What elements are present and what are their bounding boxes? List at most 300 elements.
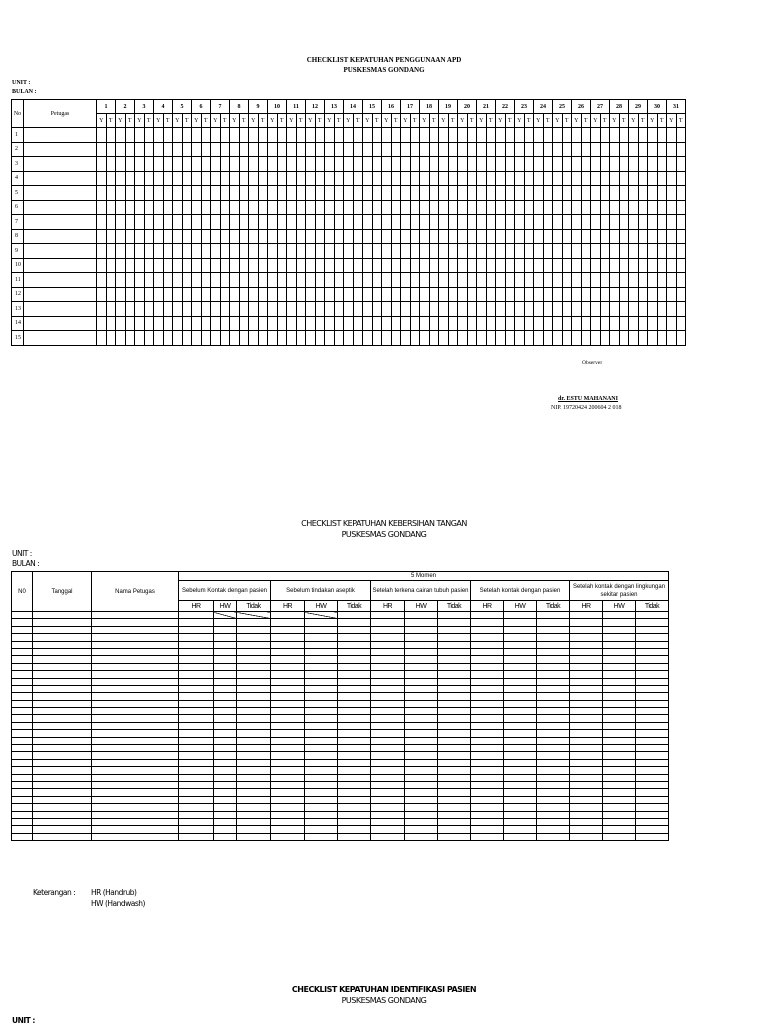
check-cell[interactable] xyxy=(344,244,354,259)
check-cell[interactable] xyxy=(467,273,477,288)
entry-cell[interactable] xyxy=(537,626,570,633)
entry-cell[interactable] xyxy=(271,663,305,670)
entry-cell[interactable] xyxy=(471,715,504,722)
check-cell[interactable] xyxy=(496,287,506,302)
check-cell[interactable] xyxy=(163,244,173,259)
check-cell[interactable] xyxy=(182,331,192,346)
check-cell[interactable] xyxy=(353,229,363,244)
check-cell[interactable] xyxy=(534,157,544,172)
check-cell[interactable] xyxy=(192,186,202,201)
check-cell[interactable] xyxy=(353,316,363,331)
check-cell[interactable] xyxy=(334,128,344,143)
check-cell[interactable] xyxy=(572,215,582,230)
check-cell[interactable] xyxy=(591,200,601,215)
check-cell[interactable] xyxy=(239,258,249,273)
check-cell[interactable] xyxy=(163,186,173,201)
entry-cell[interactable] xyxy=(92,774,179,781)
check-cell[interactable] xyxy=(372,302,382,317)
check-cell[interactable] xyxy=(239,171,249,186)
check-cell[interactable] xyxy=(201,258,211,273)
entry-cell[interactable] xyxy=(537,737,570,744)
entry-cell[interactable] xyxy=(371,737,405,744)
check-cell[interactable] xyxy=(581,244,591,259)
entry-cell[interactable] xyxy=(214,678,237,685)
check-cell[interactable] xyxy=(315,186,325,201)
check-cell[interactable] xyxy=(534,215,544,230)
check-cell[interactable] xyxy=(562,229,572,244)
entry-cell[interactable] xyxy=(214,730,237,737)
check-cell[interactable] xyxy=(315,215,325,230)
check-cell[interactable] xyxy=(287,316,297,331)
entry-cell[interactable] xyxy=(438,700,471,707)
check-cell[interactable] xyxy=(268,142,278,157)
check-cell[interactable] xyxy=(458,142,468,157)
check-cell[interactable] xyxy=(97,171,107,186)
check-cell[interactable] xyxy=(543,200,553,215)
check-cell[interactable] xyxy=(353,128,363,143)
entry-cell[interactable] xyxy=(603,759,636,766)
entry-cell[interactable] xyxy=(603,715,636,722)
entry-cell[interactable] xyxy=(636,708,669,715)
check-cell[interactable] xyxy=(334,287,344,302)
entry-cell[interactable] xyxy=(405,663,438,670)
petugas-cell[interactable] xyxy=(24,142,97,157)
check-cell[interactable] xyxy=(268,287,278,302)
entry-cell[interactable] xyxy=(12,700,33,707)
check-cell[interactable] xyxy=(325,302,335,317)
check-cell[interactable] xyxy=(458,331,468,346)
check-cell[interactable] xyxy=(439,229,449,244)
entry-cell[interactable] xyxy=(12,737,33,744)
check-cell[interactable] xyxy=(173,258,183,273)
check-cell[interactable] xyxy=(629,331,639,346)
check-cell[interactable] xyxy=(401,186,411,201)
entry-cell[interactable] xyxy=(214,811,237,818)
check-cell[interactable] xyxy=(439,258,449,273)
entry-cell[interactable] xyxy=(471,678,504,685)
check-cell[interactable] xyxy=(486,171,496,186)
check-cell[interactable] xyxy=(572,316,582,331)
entry-cell[interactable] xyxy=(371,693,405,700)
check-cell[interactable] xyxy=(154,229,164,244)
check-cell[interactable] xyxy=(619,273,629,288)
check-cell[interactable] xyxy=(448,215,458,230)
check-cell[interactable] xyxy=(496,171,506,186)
entry-cell[interactable] xyxy=(537,641,570,648)
check-cell[interactable] xyxy=(154,186,164,201)
entry-cell[interactable] xyxy=(179,612,214,619)
check-cell[interactable] xyxy=(401,331,411,346)
check-cell[interactable] xyxy=(420,171,430,186)
entry-cell[interactable] xyxy=(438,612,471,619)
check-cell[interactable] xyxy=(534,331,544,346)
entry-cell[interactable] xyxy=(636,626,669,633)
check-cell[interactable] xyxy=(287,128,297,143)
entry-cell[interactable] xyxy=(179,715,214,722)
check-cell[interactable] xyxy=(325,171,335,186)
entry-cell[interactable] xyxy=(92,833,179,840)
check-cell[interactable] xyxy=(648,287,658,302)
check-cell[interactable] xyxy=(477,142,487,157)
check-cell[interactable] xyxy=(629,128,639,143)
check-cell[interactable] xyxy=(420,215,430,230)
entry-cell[interactable] xyxy=(371,781,405,788)
check-cell[interactable] xyxy=(277,273,287,288)
check-cell[interactable] xyxy=(600,331,610,346)
entry-cell[interactable] xyxy=(12,781,33,788)
check-cell[interactable] xyxy=(486,229,496,244)
check-cell[interactable] xyxy=(667,287,677,302)
check-cell[interactable] xyxy=(106,244,116,259)
entry-cell[interactable] xyxy=(504,715,537,722)
check-cell[interactable] xyxy=(372,244,382,259)
entry-cell[interactable] xyxy=(471,619,504,626)
check-cell[interactable] xyxy=(439,186,449,201)
entry-cell[interactable] xyxy=(405,818,438,825)
check-cell[interactable] xyxy=(268,157,278,172)
check-cell[interactable] xyxy=(600,142,610,157)
check-cell[interactable] xyxy=(239,186,249,201)
check-cell[interactable] xyxy=(211,171,221,186)
check-cell[interactable] xyxy=(306,142,316,157)
check-cell[interactable] xyxy=(562,171,572,186)
entry-cell[interactable] xyxy=(405,708,438,715)
check-cell[interactable] xyxy=(154,258,164,273)
check-cell[interactable] xyxy=(524,157,534,172)
entry-cell[interactable] xyxy=(471,752,504,759)
check-cell[interactable] xyxy=(391,142,401,157)
entry-cell[interactable] xyxy=(12,745,33,752)
entry-cell[interactable] xyxy=(603,730,636,737)
check-cell[interactable] xyxy=(629,302,639,317)
check-cell[interactable] xyxy=(543,273,553,288)
entry-cell[interactable] xyxy=(371,722,405,729)
entry-cell[interactable] xyxy=(471,745,504,752)
entry-cell[interactable] xyxy=(12,619,33,626)
check-cell[interactable] xyxy=(192,142,202,157)
check-cell[interactable] xyxy=(581,200,591,215)
check-cell[interactable] xyxy=(429,171,439,186)
check-cell[interactable] xyxy=(619,302,629,317)
entry-cell[interactable] xyxy=(471,612,504,619)
check-cell[interactable] xyxy=(562,186,572,201)
entry-cell[interactable] xyxy=(471,804,504,811)
entry-cell[interactable] xyxy=(603,833,636,840)
check-cell[interactable] xyxy=(201,331,211,346)
entry-cell[interactable] xyxy=(179,708,214,715)
check-cell[interactable] xyxy=(334,215,344,230)
check-cell[interactable] xyxy=(610,273,620,288)
entry-cell[interactable] xyxy=(537,693,570,700)
check-cell[interactable] xyxy=(182,258,192,273)
entry-cell[interactable] xyxy=(537,634,570,641)
entry-cell[interactable] xyxy=(405,634,438,641)
check-cell[interactable] xyxy=(581,273,591,288)
check-cell[interactable] xyxy=(344,316,354,331)
entry-cell[interactable] xyxy=(12,634,33,641)
check-cell[interactable] xyxy=(163,287,173,302)
check-cell[interactable] xyxy=(315,316,325,331)
check-cell[interactable] xyxy=(676,287,686,302)
entry-cell[interactable] xyxy=(92,626,179,633)
check-cell[interactable] xyxy=(667,157,677,172)
entry-cell[interactable] xyxy=(603,678,636,685)
check-cell[interactable] xyxy=(467,302,477,317)
entry-cell[interactable] xyxy=(537,833,570,840)
entry-cell[interactable] xyxy=(271,722,305,729)
entry-cell[interactable] xyxy=(33,745,92,752)
check-cell[interactable] xyxy=(486,157,496,172)
check-cell[interactable] xyxy=(477,128,487,143)
check-cell[interactable] xyxy=(116,171,126,186)
check-cell[interactable] xyxy=(116,200,126,215)
check-cell[interactable] xyxy=(154,215,164,230)
check-cell[interactable] xyxy=(477,316,487,331)
check-cell[interactable] xyxy=(648,273,658,288)
check-cell[interactable] xyxy=(306,316,316,331)
entry-cell[interactable] xyxy=(603,626,636,633)
entry-cell[interactable] xyxy=(179,752,214,759)
check-cell[interactable] xyxy=(524,200,534,215)
entry-cell[interactable] xyxy=(537,685,570,692)
check-cell[interactable] xyxy=(334,273,344,288)
entry-cell[interactable] xyxy=(636,685,669,692)
entry-cell[interactable] xyxy=(305,752,338,759)
entry-cell[interactable] xyxy=(214,708,237,715)
check-cell[interactable] xyxy=(610,229,620,244)
check-cell[interactable] xyxy=(344,273,354,288)
check-cell[interactable] xyxy=(144,229,154,244)
entry-cell[interactable] xyxy=(92,752,179,759)
check-cell[interactable] xyxy=(258,302,268,317)
entry-cell[interactable] xyxy=(537,752,570,759)
check-cell[interactable] xyxy=(97,157,107,172)
check-cell[interactable] xyxy=(116,302,126,317)
check-cell[interactable] xyxy=(562,273,572,288)
check-cell[interactable] xyxy=(505,273,515,288)
check-cell[interactable] xyxy=(600,287,610,302)
entry-cell[interactable] xyxy=(537,818,570,825)
check-cell[interactable] xyxy=(515,258,525,273)
check-cell[interactable] xyxy=(448,302,458,317)
entry-cell[interactable] xyxy=(33,722,92,729)
check-cell[interactable] xyxy=(230,287,240,302)
entry-cell[interactable] xyxy=(405,693,438,700)
entry-cell[interactable] xyxy=(179,722,214,729)
check-cell[interactable] xyxy=(334,302,344,317)
entry-cell[interactable] xyxy=(371,685,405,692)
check-cell[interactable] xyxy=(657,258,667,273)
check-cell[interactable] xyxy=(344,186,354,201)
entry-cell[interactable] xyxy=(338,737,371,744)
check-cell[interactable] xyxy=(382,244,392,259)
check-cell[interactable] xyxy=(144,142,154,157)
check-cell[interactable] xyxy=(306,258,316,273)
check-cell[interactable] xyxy=(496,186,506,201)
entry-cell[interactable] xyxy=(603,752,636,759)
entry-cell[interactable] xyxy=(471,641,504,648)
check-cell[interactable] xyxy=(401,316,411,331)
check-cell[interactable] xyxy=(97,316,107,331)
check-cell[interactable] xyxy=(581,215,591,230)
check-cell[interactable] xyxy=(401,287,411,302)
entry-cell[interactable] xyxy=(371,634,405,641)
check-cell[interactable] xyxy=(116,142,126,157)
check-cell[interactable] xyxy=(410,244,420,259)
check-cell[interactable] xyxy=(524,171,534,186)
entry-cell[interactable] xyxy=(438,804,471,811)
entry-cell[interactable] xyxy=(33,737,92,744)
entry-cell[interactable] xyxy=(271,730,305,737)
check-cell[interactable] xyxy=(401,171,411,186)
check-cell[interactable] xyxy=(258,273,268,288)
check-cell[interactable] xyxy=(106,229,116,244)
check-cell[interactable] xyxy=(220,186,230,201)
entry-cell[interactable] xyxy=(438,789,471,796)
entry-cell[interactable] xyxy=(338,811,371,818)
check-cell[interactable] xyxy=(448,171,458,186)
check-cell[interactable] xyxy=(116,316,126,331)
entry-cell[interactable] xyxy=(12,641,33,648)
entry-cell[interactable] xyxy=(338,678,371,685)
entry-cell[interactable] xyxy=(305,626,338,633)
check-cell[interactable] xyxy=(543,302,553,317)
check-cell[interactable] xyxy=(524,258,534,273)
check-cell[interactable] xyxy=(619,186,629,201)
check-cell[interactable] xyxy=(667,171,677,186)
check-cell[interactable] xyxy=(116,258,126,273)
check-cell[interactable] xyxy=(344,287,354,302)
check-cell[interactable] xyxy=(125,186,135,201)
entry-cell[interactable] xyxy=(237,789,271,796)
check-cell[interactable] xyxy=(467,229,477,244)
entry-cell[interactable] xyxy=(271,759,305,766)
check-cell[interactable] xyxy=(125,258,135,273)
check-cell[interactable] xyxy=(144,171,154,186)
check-cell[interactable] xyxy=(230,171,240,186)
check-cell[interactable] xyxy=(239,302,249,317)
check-cell[interactable] xyxy=(277,142,287,157)
check-cell[interactable] xyxy=(249,142,259,157)
check-cell[interactable] xyxy=(553,244,563,259)
check-cell[interactable] xyxy=(591,171,601,186)
entry-cell[interactable] xyxy=(214,796,237,803)
entry-cell[interactable] xyxy=(371,745,405,752)
check-cell[interactable] xyxy=(192,229,202,244)
entry-cell[interactable] xyxy=(12,708,33,715)
check-cell[interactable] xyxy=(581,258,591,273)
check-cell[interactable] xyxy=(296,200,306,215)
check-cell[interactable] xyxy=(448,287,458,302)
entry-cell[interactable] xyxy=(237,612,271,619)
entry-cell[interactable] xyxy=(179,671,214,678)
entry-cell[interactable] xyxy=(537,730,570,737)
check-cell[interactable] xyxy=(382,258,392,273)
check-cell[interactable] xyxy=(515,142,525,157)
check-cell[interactable] xyxy=(496,331,506,346)
check-cell[interactable] xyxy=(458,200,468,215)
check-cell[interactable] xyxy=(524,316,534,331)
check-cell[interactable] xyxy=(448,128,458,143)
check-cell[interactable] xyxy=(410,142,420,157)
check-cell[interactable] xyxy=(154,273,164,288)
check-cell[interactable] xyxy=(211,331,221,346)
check-cell[interactable] xyxy=(657,331,667,346)
check-cell[interactable] xyxy=(439,331,449,346)
check-cell[interactable] xyxy=(344,128,354,143)
entry-cell[interactable] xyxy=(271,752,305,759)
check-cell[interactable] xyxy=(496,215,506,230)
check-cell[interactable] xyxy=(201,171,211,186)
check-cell[interactable] xyxy=(268,186,278,201)
entry-cell[interactable] xyxy=(33,811,92,818)
entry-cell[interactable] xyxy=(438,722,471,729)
check-cell[interactable] xyxy=(534,171,544,186)
entry-cell[interactable] xyxy=(92,641,179,648)
check-cell[interactable] xyxy=(154,331,164,346)
entry-cell[interactable] xyxy=(305,641,338,648)
check-cell[interactable] xyxy=(572,287,582,302)
check-cell[interactable] xyxy=(220,200,230,215)
check-cell[interactable] xyxy=(448,229,458,244)
check-cell[interactable] xyxy=(572,142,582,157)
check-cell[interactable] xyxy=(220,302,230,317)
entry-cell[interactable] xyxy=(237,678,271,685)
check-cell[interactable] xyxy=(125,244,135,259)
check-cell[interactable] xyxy=(448,331,458,346)
check-cell[interactable] xyxy=(372,258,382,273)
check-cell[interactable] xyxy=(192,215,202,230)
check-cell[interactable] xyxy=(258,229,268,244)
check-cell[interactable] xyxy=(277,258,287,273)
check-cell[interactable] xyxy=(477,200,487,215)
check-cell[interactable] xyxy=(211,128,221,143)
check-cell[interactable] xyxy=(524,287,534,302)
check-cell[interactable] xyxy=(125,302,135,317)
check-cell[interactable] xyxy=(477,244,487,259)
check-cell[interactable] xyxy=(553,273,563,288)
check-cell[interactable] xyxy=(249,273,259,288)
check-cell[interactable] xyxy=(239,273,249,288)
entry-cell[interactable] xyxy=(371,804,405,811)
check-cell[interactable] xyxy=(410,302,420,317)
check-cell[interactable] xyxy=(591,244,601,259)
entry-cell[interactable] xyxy=(504,671,537,678)
check-cell[interactable] xyxy=(391,316,401,331)
entry-cell[interactable] xyxy=(305,737,338,744)
entry-cell[interactable] xyxy=(214,634,237,641)
check-cell[interactable] xyxy=(258,244,268,259)
check-cell[interactable] xyxy=(638,186,648,201)
check-cell[interactable] xyxy=(410,331,420,346)
entry-cell[interactable] xyxy=(12,774,33,781)
check-cell[interactable] xyxy=(420,244,430,259)
check-cell[interactable] xyxy=(182,200,192,215)
entry-cell[interactable] xyxy=(338,685,371,692)
entry-cell[interactable] xyxy=(504,722,537,729)
entry-cell[interactable] xyxy=(271,796,305,803)
check-cell[interactable] xyxy=(182,287,192,302)
check-cell[interactable] xyxy=(610,200,620,215)
entry-cell[interactable] xyxy=(12,752,33,759)
check-cell[interactable] xyxy=(439,273,449,288)
check-cell[interactable] xyxy=(619,258,629,273)
entry-cell[interactable] xyxy=(570,722,603,729)
entry-cell[interactable] xyxy=(271,626,305,633)
check-cell[interactable] xyxy=(97,273,107,288)
entry-cell[interactable] xyxy=(471,693,504,700)
check-cell[interactable] xyxy=(439,128,449,143)
